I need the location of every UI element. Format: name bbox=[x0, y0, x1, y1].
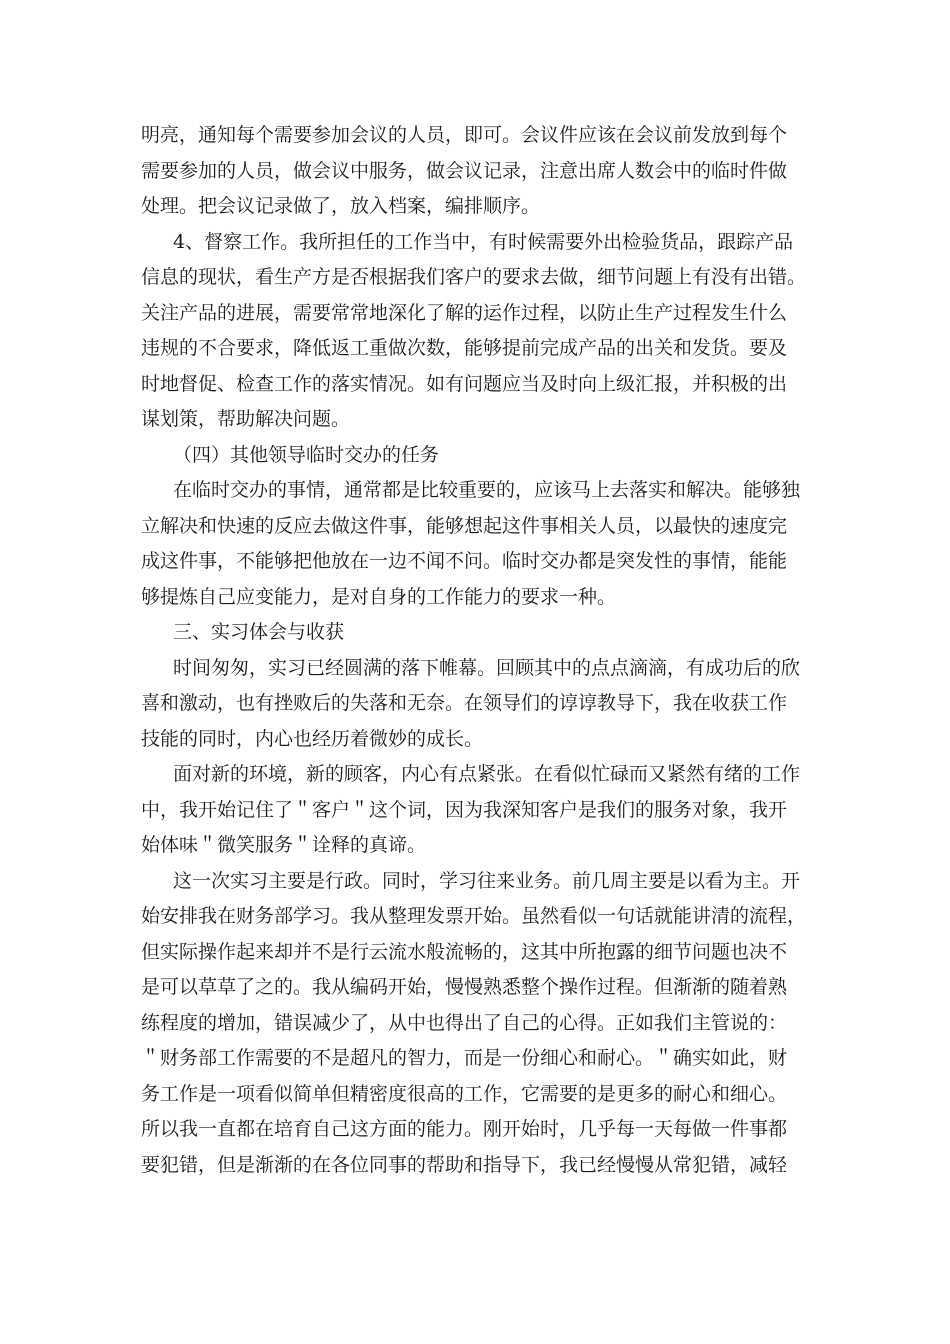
text-line: 立解决和快速的反应去做这件事，能够想起这件事相关人员，以最快的速度完 bbox=[141, 514, 788, 537]
text-line: 时地督促、检查工作的落实情况。如有问题应当及时向上级汇报，并积极的出 bbox=[141, 372, 788, 395]
paragraph-start-line: 这一次实习主要是行政。同时，学习往来业务。前几周主要是以看为主。开 bbox=[173, 869, 801, 892]
text-line: 处理。把会议记录做了，放入档案，编排顺序。 bbox=[141, 195, 541, 217]
text-line: 务工作是一项看似简单但精密度很高的工作，它需要的是更多的耐心和细心。 bbox=[141, 1082, 788, 1105]
text-line: 要犯错，但是渐渐的在各位同事的帮助和指导下，我已经慢慢从常犯错，减轻 bbox=[141, 1153, 788, 1176]
document-body bbox=[141, 118, 811, 1183]
paragraph-start-line: 4、督察工作。我所担任的工作当中，有时候需要外出检验货品，跟踪产品 bbox=[173, 230, 794, 253]
text-line: 始安排我在财务部学习。我从整理发票开始。虽然看似一句话就能讲清的流程， bbox=[141, 905, 807, 927]
text-line: 但实际操作起来却并不是行云流水般流畅的，这其中所抱露的细节问题也决不 bbox=[141, 940, 788, 963]
text-line: 始体味＂微笑服务＂诠释的真谛。 bbox=[141, 834, 427, 856]
text-line: 明亮，通知每个需要参加会议的人员，即可。会议件应该在会议前发放到每个 bbox=[141, 124, 788, 146]
text-line: 中，我开始记住了＂客户＂这个词，因为我深知客户是我们的服务对象，我开 bbox=[141, 798, 788, 821]
text-line: 信息的现状，看生产方是否根据我们客户的要求去做，细节问题上有没有出错。 bbox=[141, 266, 807, 288]
text-line: 喜和激动，也有挫败后的失落和无奈。在领导们的谆谆教导下，我在收获工作 bbox=[141, 692, 788, 714]
text-line: 成这件事，不能够把他放在一边不闻不问。临时交办都是突发性的事情，能能 bbox=[141, 550, 788, 572]
text-line: 练程度的增加，错误减少了，从中也得出了自己的心得。正如我们主管说的： bbox=[141, 1011, 788, 1034]
text-line: 谋划策，帮助解决问题。 bbox=[141, 408, 351, 430]
text-line: 需要参加的人员，做会议中服务，做会议记录，注意出席人数会中的临时件做 bbox=[141, 159, 788, 182]
text-line: 违规的不合要求，降低返工重做次数，能够提前完成产品的出关和发货。要及 bbox=[141, 337, 788, 359]
section-heading-three: 三、实习体会与收获 bbox=[173, 621, 345, 643]
paragraph-start-line: 在临时交办的事情，通常都是比较重要的，应该马上去落实和解决。能够独 bbox=[173, 479, 801, 501]
section-heading-four: （四）其他领导临时交办的任务 bbox=[173, 443, 440, 466]
text-line: ＂财务部工作需要的不是超凡的智力，而是一份细心和耐心。＂确实如此，财 bbox=[141, 1047, 788, 1069]
paragraph-start-line: 面对新的环境，新的顾客，内心有点紧张。在看似忙碌而又紧然有绪的工作 bbox=[173, 763, 801, 785]
text-line: 是可以草草了之的。我从编码开始，慢慢熟悉整个操作过程。但渐渐的随着熟 bbox=[141, 976, 788, 998]
text-line: 关注产品的进展，需要常常地深化了解的运作过程，以防止生产过程发生什么 bbox=[141, 301, 788, 324]
text-line: 够提炼自己应变能力，是对自身的工作能力的要求一种。 bbox=[141, 585, 617, 608]
paragraph-start-line: 时间匆匆，实习已经圆满的落下帷幕。回顾其中的点点滴滴，有成功后的欣 bbox=[173, 656, 801, 679]
text-line: 技能的同时，内心也经历着微妙的成长。 bbox=[141, 727, 484, 750]
text-line: 所以我一直都在培育自己这方面的能力。刚开始时，几乎每一天每做一件事都 bbox=[141, 1118, 788, 1140]
